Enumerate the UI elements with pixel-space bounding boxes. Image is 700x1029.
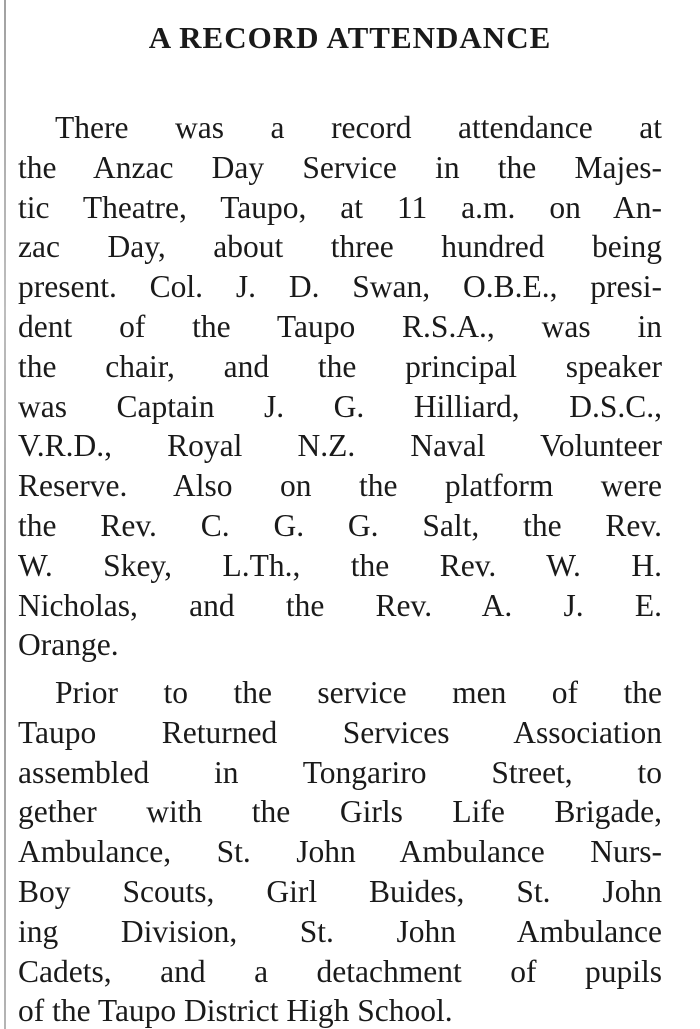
text-line: Prior to the service men of the (55, 675, 662, 710)
text-line: gether with the Girls Life Brigade, (18, 794, 662, 830)
text-line: Cadets, and a detachment of pupils (18, 953, 662, 989)
text-line: Nicholas, and the Rev. A. J. E. (18, 587, 662, 623)
headline: A RECORD ATTENDANCE (148, 20, 552, 55)
paragraph-1 (18, 108, 662, 665)
text-line: Taupo Returned Services Association (18, 714, 662, 750)
text-line: present. Col. J. D. Swan, O.B.E., presi- (18, 269, 662, 305)
text-line: Ambulance, St. John Ambulance Nurs- (18, 834, 662, 870)
paragraph-2 (18, 673, 662, 1029)
text-line: assembled in Tongariro Street, to (18, 754, 662, 790)
text-line: ing Division, St. John Ambulance (18, 913, 662, 949)
text-line: V.R.D., Royal N.Z. Naval Volunteer (18, 428, 662, 464)
text-line: was Captain J. G. Hilliard, D.S.C., (18, 388, 662, 424)
text-line: the chair, and the principal speaker (18, 348, 662, 384)
column-rule (4, 0, 6, 1029)
text-line: Orange. (18, 627, 119, 663)
text-line: tic Theatre, Taupo, at 11 a.m. on An- (18, 189, 662, 225)
text-line: zac Day, about three hundred being (18, 229, 662, 265)
text-line: the Anzac Day Service in the Majes- (18, 149, 662, 185)
text-line: There was a record attendance at (55, 110, 662, 145)
text-line: W. Skey, L.Th., the Rev. W. H. (18, 547, 662, 583)
text-line: the Rev. C. G. G. Salt, the Rev. (18, 507, 662, 543)
text-line: Reserve. Also on the platform were (18, 468, 662, 504)
text-line: of the Taupo District High School. (18, 993, 453, 1029)
text-line: Boy Scouts, Girl Buides, St. John (18, 873, 662, 909)
text-line: dent of the Taupo R.S.A., was in (18, 308, 662, 344)
